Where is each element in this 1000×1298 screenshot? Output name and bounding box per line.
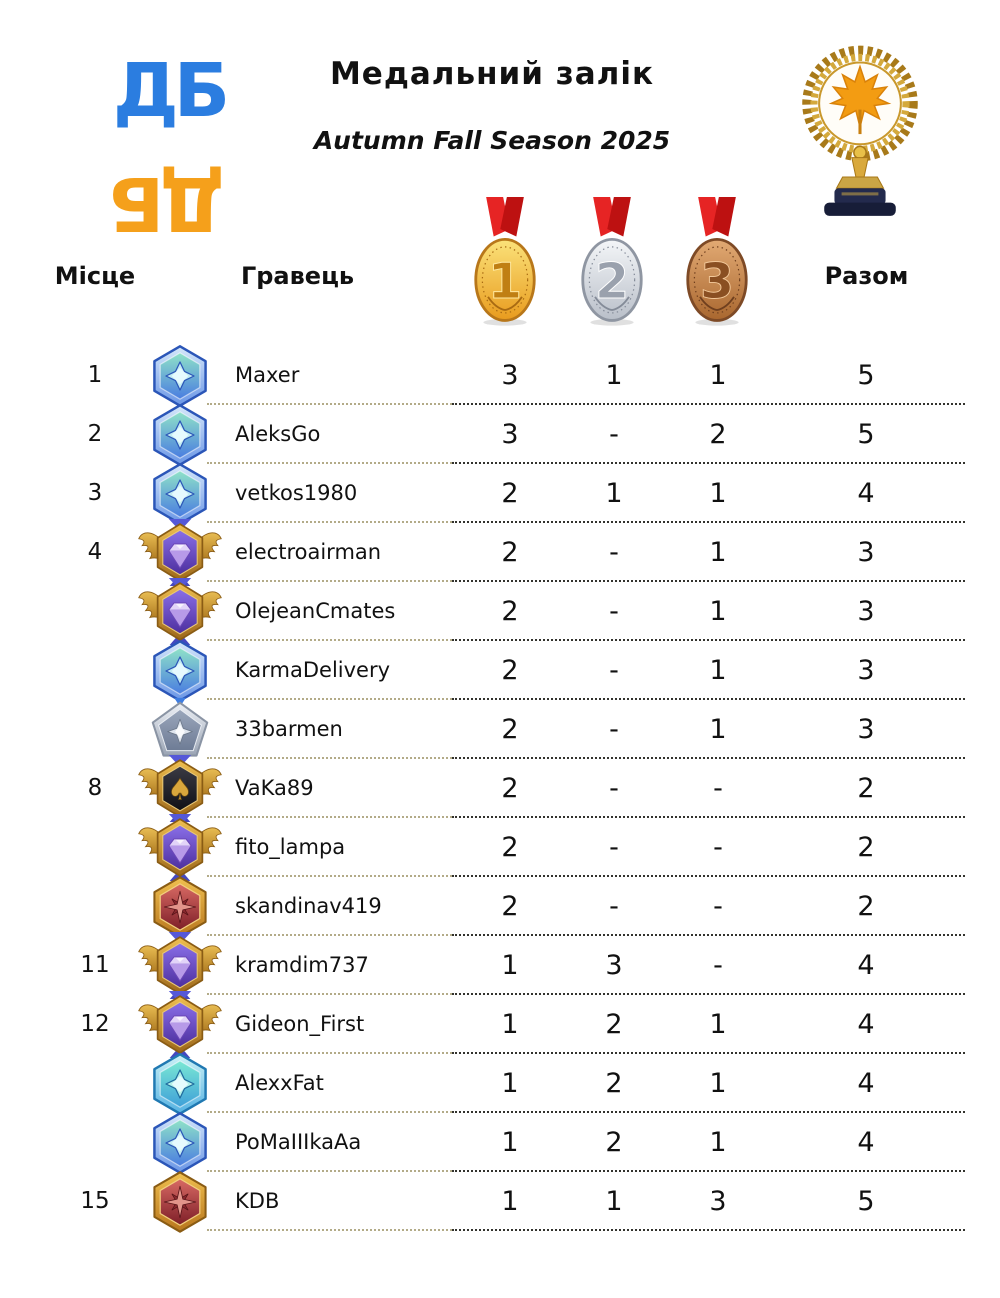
table-row	[0, 464, 1000, 523]
hex-red-badge-icon	[136, 1166, 224, 1237]
table-row	[0, 759, 1000, 818]
player-name: skandinav419	[235, 894, 382, 918]
gold-count: 2	[501, 773, 519, 804]
silver-count: 3	[605, 950, 623, 981]
player-name: KDB	[235, 1189, 280, 1213]
total-count: 4	[857, 1009, 875, 1040]
table-row	[0, 641, 1000, 700]
column-header-player: Гравець	[240, 262, 355, 290]
silver-count: 1	[605, 1186, 623, 1217]
silver-count: -	[609, 773, 619, 804]
silver-count: -	[609, 655, 619, 686]
place-number	[58, 641, 132, 700]
silver-count: -	[609, 714, 619, 745]
maple-leaf-trophy-icon	[778, 38, 942, 222]
total-count: 3	[857, 596, 875, 627]
table-row	[0, 936, 1000, 995]
place-number: 12	[80, 1011, 110, 1037]
table-row	[0, 346, 1000, 405]
bronze-count: 1	[709, 1127, 727, 1158]
page-title: Медальний залік	[329, 56, 655, 92]
season-subtitle: Autumn Fall Season 2025	[313, 126, 671, 155]
place-number: 15	[80, 1188, 110, 1214]
svg-text:3: 3	[699, 251, 735, 310]
logo-bottom-glyphs: ДБ	[112, 160, 226, 246]
table-row	[0, 405, 1000, 464]
player-name: 33barmen	[235, 717, 343, 741]
total-count: 4	[857, 1127, 875, 1158]
silver-medal-icon	[579, 196, 645, 334]
bronze-count: -	[713, 950, 723, 981]
player-name: VaKa89	[235, 776, 314, 800]
bronze-count: 1	[709, 478, 727, 509]
place-number	[58, 1054, 132, 1113]
total-count: 4	[857, 1068, 875, 1099]
player-name: electroairman	[235, 540, 382, 564]
gold-count: 2	[501, 714, 519, 745]
gold-count: 2	[501, 832, 519, 863]
place-number	[58, 700, 132, 759]
silver-count: 1	[605, 478, 623, 509]
place-number	[58, 582, 132, 641]
row-separator	[207, 1229, 965, 1231]
total-count: 4	[857, 950, 875, 981]
svg-text:1: 1	[487, 251, 523, 310]
table-row	[0, 1172, 1000, 1231]
club-logo	[85, 48, 255, 246]
place-number: 3	[87, 480, 103, 506]
place-number	[58, 1113, 132, 1172]
place-number: 4	[87, 539, 103, 565]
svg-text:♠: ♠	[166, 772, 194, 807]
gold-count: 2	[501, 478, 519, 509]
total-count: 3	[857, 537, 875, 568]
table-row	[0, 818, 1000, 877]
column-header-total: Разом	[824, 262, 909, 290]
bronze-count: 1	[709, 537, 727, 568]
gold-count: 3	[501, 360, 519, 391]
place-number: 1	[87, 362, 103, 388]
bronze-medal-icon	[684, 196, 750, 334]
gold-count: 2	[501, 537, 519, 568]
player-name: AleksGo	[235, 422, 321, 446]
column-header-place: Місце	[54, 262, 136, 290]
gold-count: 1	[501, 1127, 519, 1158]
place-number: 2	[87, 421, 103, 447]
silver-count: -	[609, 596, 619, 627]
player-name: vetkos1980	[235, 481, 358, 505]
player-name: KarmaDelivery	[235, 658, 391, 682]
gold-count: 3	[501, 419, 519, 450]
place-number	[58, 877, 132, 936]
bronze-count: 2	[709, 419, 727, 450]
table-row	[0, 995, 1000, 1054]
silver-count: -	[609, 891, 619, 922]
total-count: 5	[857, 360, 875, 391]
gold-count: 2	[501, 596, 519, 627]
logo-top-glyphs: ДБ	[112, 48, 226, 134]
gold-count: 1	[501, 950, 519, 981]
total-count: 2	[857, 832, 875, 863]
gold-count: 1	[501, 1009, 519, 1040]
silver-count: 2	[605, 1068, 623, 1099]
total-count: 4	[857, 478, 875, 509]
total-count: 5	[857, 419, 875, 450]
silver-count: 2	[605, 1127, 623, 1158]
bronze-count: 1	[709, 1068, 727, 1099]
gold-count: 2	[501, 655, 519, 686]
silver-count: -	[609, 419, 619, 450]
gold-medal-icon	[472, 196, 538, 334]
table-row	[0, 877, 1000, 936]
place-number: 11	[80, 952, 110, 978]
player-name: PoMaIIIkaAa	[235, 1130, 362, 1154]
table-row	[0, 1054, 1000, 1113]
total-count: 3	[857, 655, 875, 686]
player-name: Maxer	[235, 363, 300, 387]
silver-count: -	[609, 537, 619, 568]
gold-count: 1	[501, 1068, 519, 1099]
silver-count: 1	[605, 360, 623, 391]
place-number	[58, 818, 132, 877]
table-row	[0, 582, 1000, 641]
bronze-count: 1	[709, 714, 727, 745]
total-count: 2	[857, 773, 875, 804]
bronze-count: 1	[709, 655, 727, 686]
player-name: AlexxFat	[235, 1071, 324, 1095]
silver-count: -	[609, 832, 619, 863]
bronze-count: 1	[709, 360, 727, 391]
gold-count: 1	[501, 1186, 519, 1217]
bronze-count: -	[713, 832, 723, 863]
bronze-count: 3	[709, 1186, 727, 1217]
bronze-count: -	[713, 773, 723, 804]
player-name: Gideon_First	[235, 1012, 365, 1036]
bronze-count: -	[713, 891, 723, 922]
total-count: 3	[857, 714, 875, 745]
player-name: kramdim737	[235, 953, 369, 977]
total-count: 5	[857, 1186, 875, 1217]
svg-text:2: 2	[594, 251, 630, 310]
total-count: 2	[857, 891, 875, 922]
player-name: fito_lampa	[235, 835, 346, 859]
gold-count: 2	[501, 891, 519, 922]
table-row	[0, 523, 1000, 582]
table-row	[0, 1113, 1000, 1172]
bronze-count: 1	[709, 596, 727, 627]
silver-count: 2	[605, 1009, 623, 1040]
bronze-count: 1	[709, 1009, 727, 1040]
player-name: OlejeanCmates	[235, 599, 396, 623]
place-number: 8	[87, 775, 103, 801]
table-row	[0, 700, 1000, 759]
